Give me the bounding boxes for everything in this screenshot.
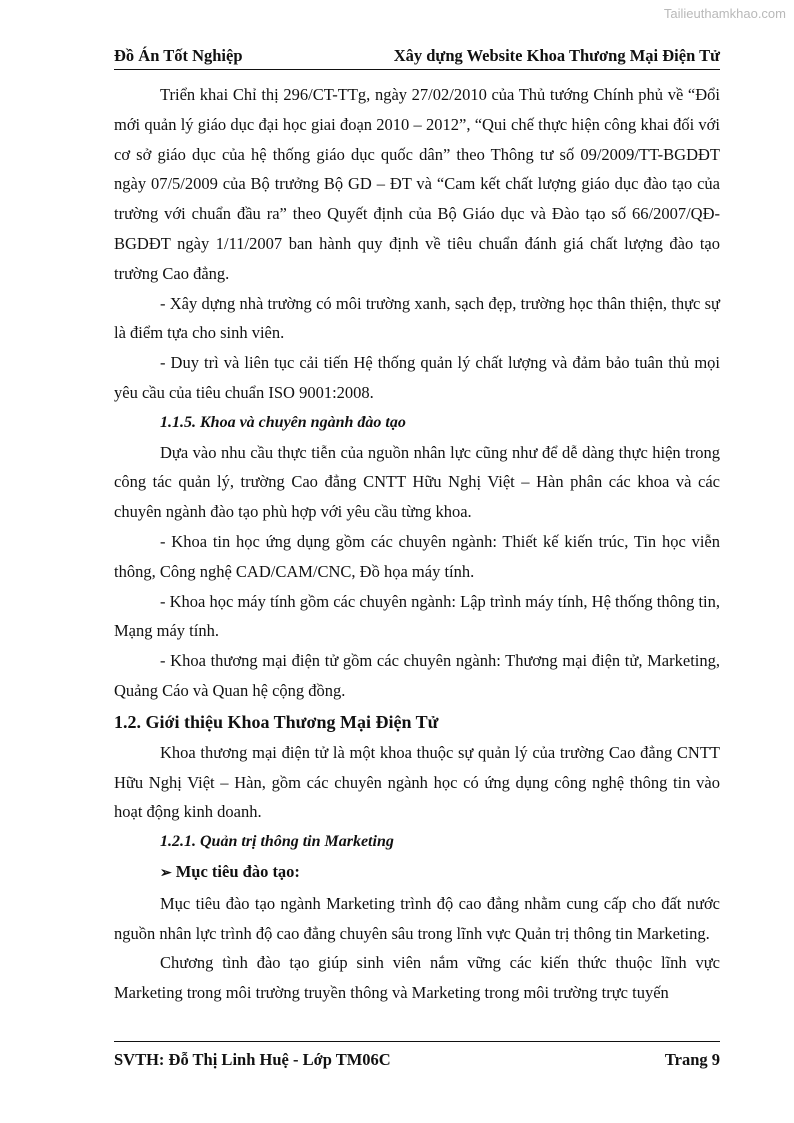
watermark-text: Tailieuthamkhao.com [663,6,786,21]
paragraph-directive: Triển khai Chỉ thị 296/CT-TTg, ngày 27/02/2010 của Thủ tướng Chính phủ về “Đổi mới quản lý giáo dục đại học giai đoạn 2010 – 2012”, “Qui chế thực hiện công khai đối với cơ sở giáo dục của hệ thống giáo dục quốc dân” theo Thông tư số 09/2009/TT-BGDĐT ngày 07/5/2009 của Bộ trưởng Bộ GD – ĐT và “Cam kết chất lượng giáo dục đào tạo của trường với chuẩn đầu ra” theo Quyết định của Bộ Giáo dục và Đào tạo số 66/2007/QĐ-BGDĐT ngày 1/11/2007 ban hành quy định về tiêu chuẩn đánh giá chất lượng đào tạo trường Cao đẳng. [114,85,720,283]
footer-page-number: Trang 9 [664,1050,720,1069]
page-content [114,80,720,1008]
page-header [114,46,720,70]
header-left-title: Đồ Án Tốt Nghiệp [114,46,243,65]
paragraph-computer-science: - Khoa học máy tính gồm các chuyên ngành: Lập trình máy tính, Hệ thống thông tin, Mạng máy tính. [114,591,720,641]
page-footer [114,1041,720,1070]
paragraph-marketing-objective: Mục tiêu đào tạo ngành Marketing trình độ cao đẳng nhằm cung cấp cho đất nước nguồn nhân lực trình độ cao đẳng chuyên sâu trong lĩnh vực Quản trị thông tin Marketing. [114,893,720,943]
paragraph-ecommerce-faculty: - Khoa thương mại điện tử gồm các chuyên ngành: Thương mại điện tử, Marketing, Quảng Cáo và Quan hệ cộng đồng. [114,651,720,700]
paragraph-quality-system: - Duy trì và liên tục cải tiến Hệ thống quản lý chất lượng và đảm bảo tuân thủ mọi yêu cầu của tiêu chuẩn ISO 9001:2008. [114,353,720,402]
section-heading-1-2: 1.2. Giới thiệu Khoa Thương Mại Điện Tử [114,711,439,732]
section-heading-1-1-5: 1.1.5. Khoa và chuyên ngành đào tạo [160,413,406,431]
paragraph-green-school: - Xây dựng nhà trường có môi trường xanh, sạch đẹp, trường học thân thiện, thực sự là điểm tựa cho sinh viên. [114,293,720,343]
paragraph-faculties-intro: Dựa vào nhu cầu thực tiễn của nguồn nhân lực cũng như để dễ dàng thực hiện trong công tác quản lý, trường Cao đẳng CNTT Hữu Nghị Việt – Hàn phân các khoa và các chuyên ngành đào tạo phù hợp với yêu cầu từng khoa. [114,442,720,522]
footer-student-info: SVTH: Đỗ Thị Linh Huệ - Lớp TM06C [114,1050,391,1069]
paragraph-curriculum: Chương tình đào tạo giúp sinh viên nắm vững các kiến thức thuộc lĩnh vực Marketing trong môi trường truyền thông và Marketing trong môi trường trực tuyến [114,953,720,1003]
bullet-heading-text: Mục tiêu đào tạo: [175,861,300,881]
header-right-title: Xây dựng Website Khoa Thương Mại Điện Tử [393,46,720,65]
paragraph-ecommerce-intro: Khoa thương mại điện tử là một khoa thuộc sự quản lý của trường Cao đẳng CNTT Hữu Nghị Việt – Hàn, gồm các chuyên ngành học có ứng dụng công nghệ thông tin vào hoạt động kinh doanh. [114,742,720,822]
section-heading-1-2-1: 1.2.1. Quản trị thông tin Marketing [160,833,394,851]
bullet-heading-objectives [114,857,720,889]
arrow-bullet-icon: ➢ [160,865,172,881]
paragraph-applied-it: - Khoa tin học ứng dụng gồm các chuyên ngành: Thiết kế kiến trúc, Tin học viễn thông, Công nghệ CAD/CAM/CNC, Đồ họa máy tính. [114,531,720,581]
